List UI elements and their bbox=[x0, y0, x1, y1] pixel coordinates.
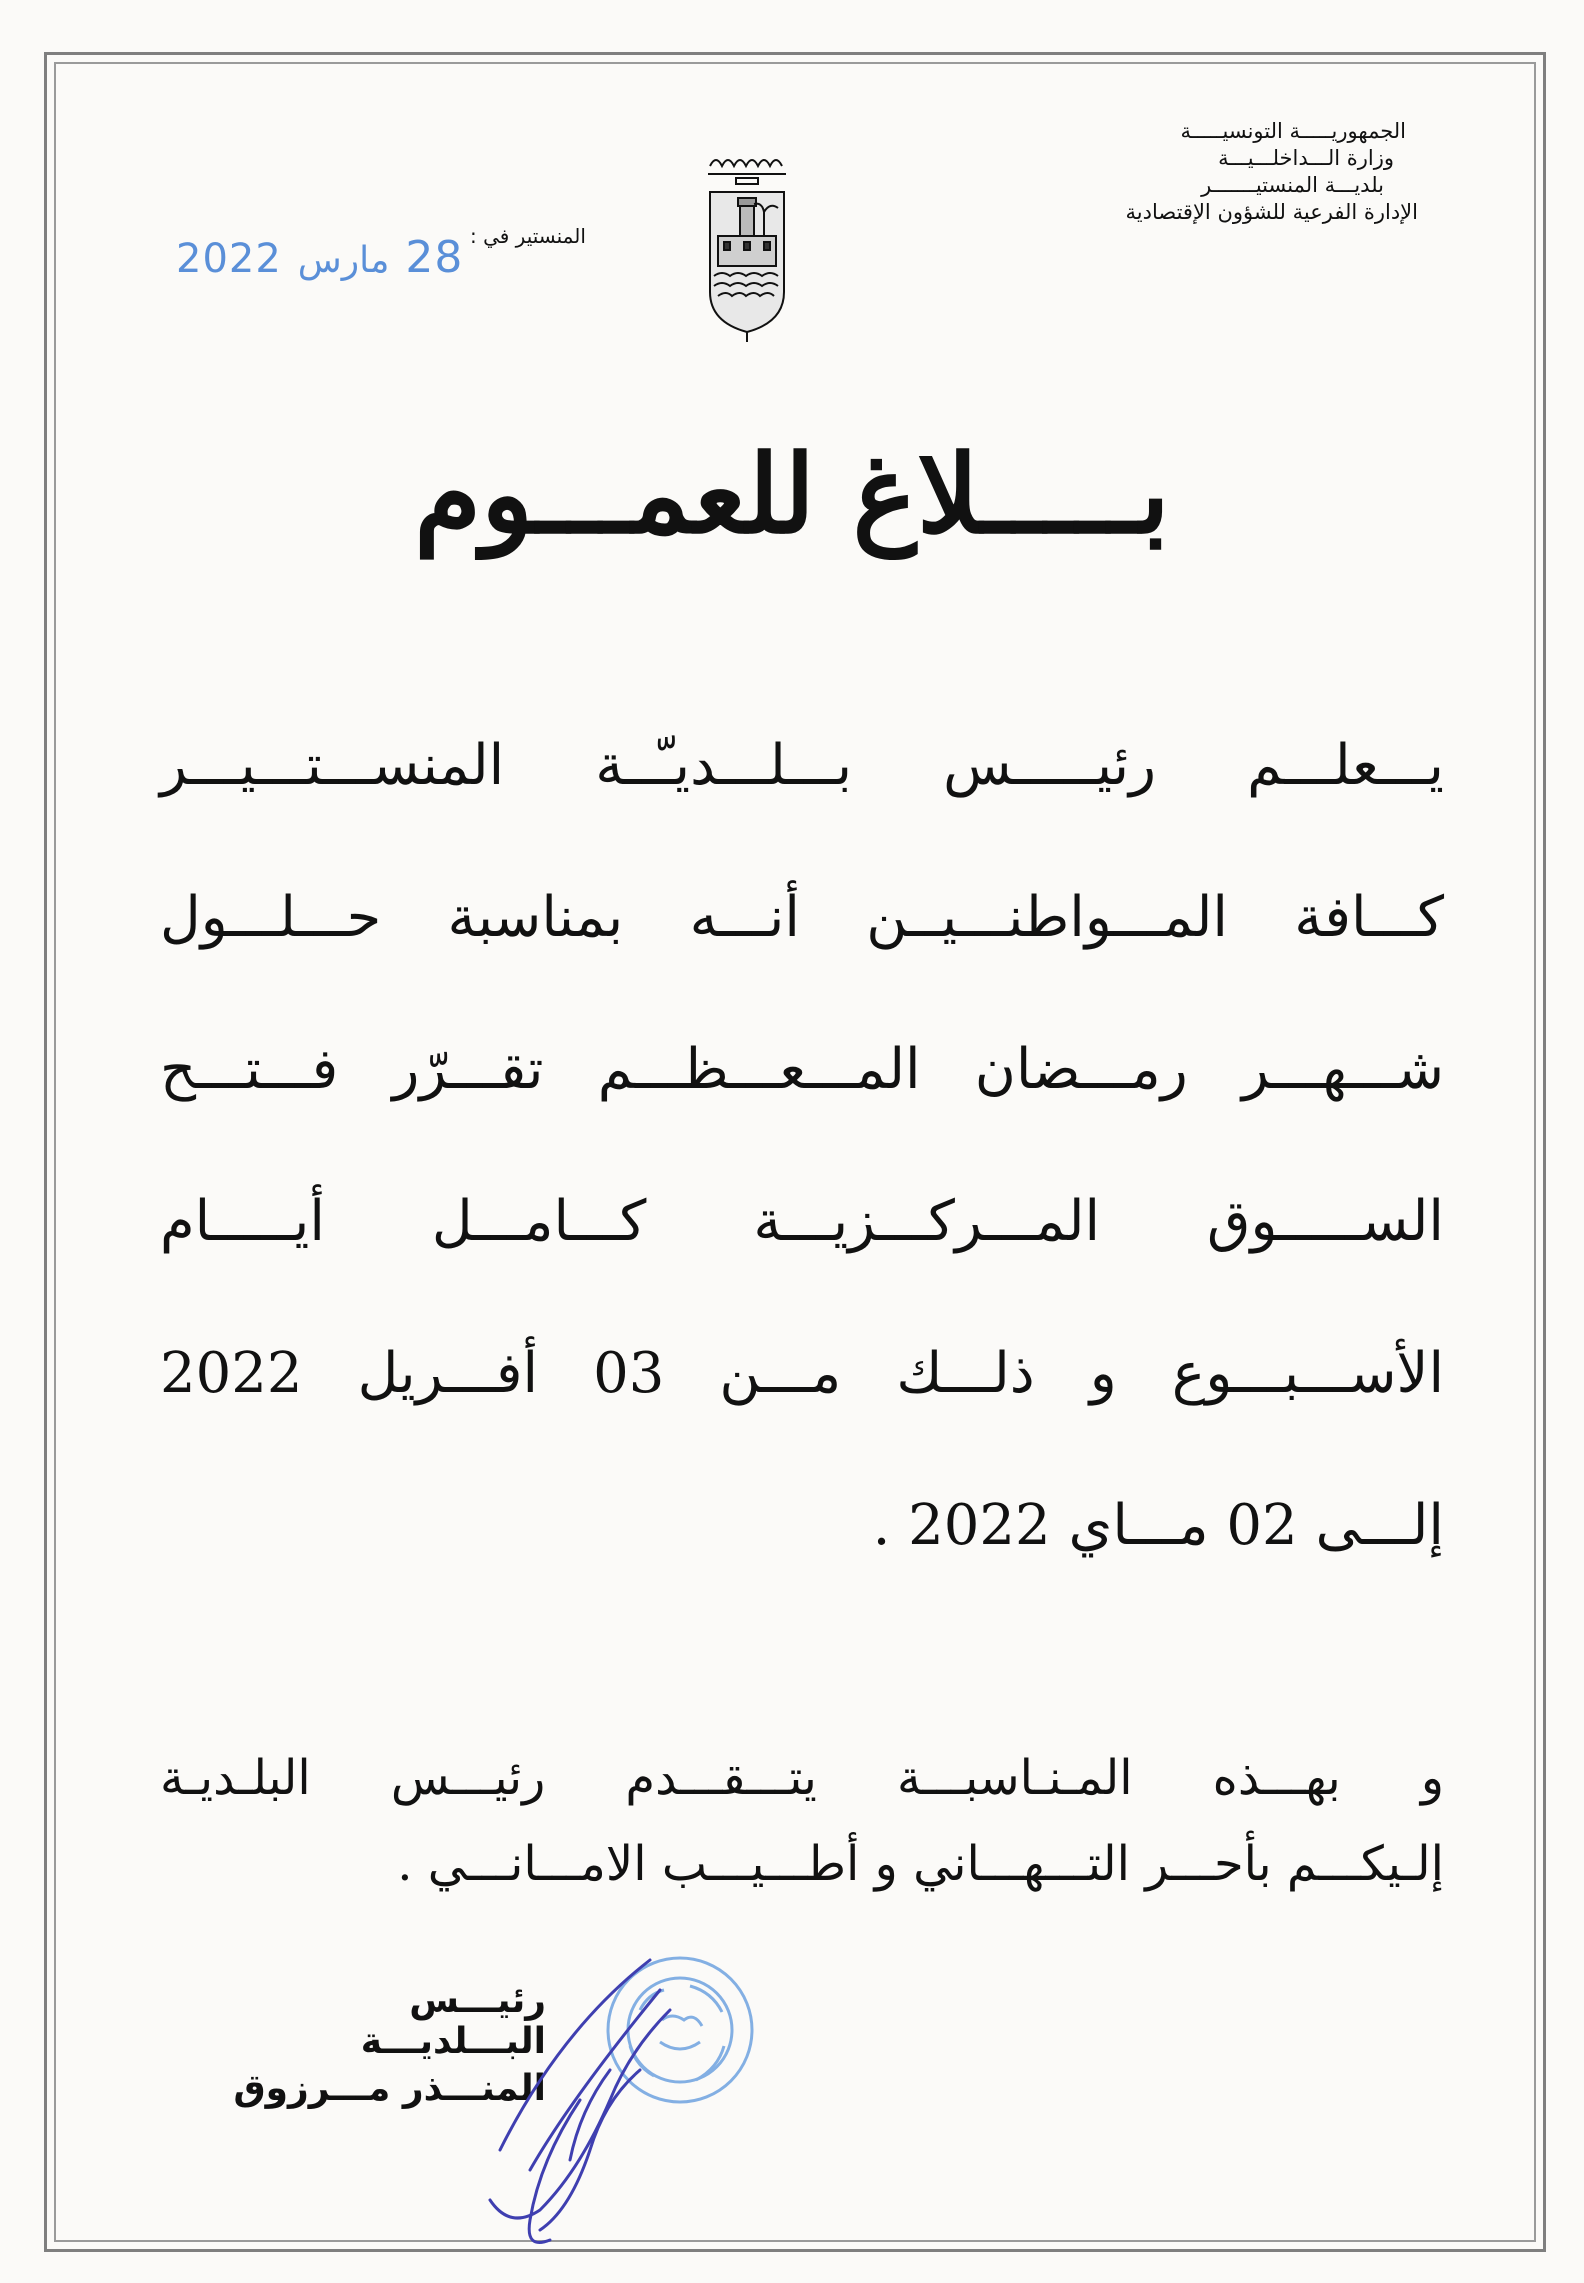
body-line: كـــافة المـــواطنـــيــن أنـــه بمناسبة حـــلـــول bbox=[160, 885, 1444, 950]
body-line: شـــهـــر رمـــضان المـــعـــظـــم تقـــرّر فـــتـــح bbox=[160, 1037, 1444, 1102]
body-line: الأســـبـــوع و ذلـــك مـــن 03 أفـــريل 2022 bbox=[160, 1341, 1445, 1406]
notice-closing bbox=[160, 1735, 1444, 1907]
date-stamp-day: 28 bbox=[405, 232, 464, 283]
body-line: يـــعلـــم رئيـــــس بـــلـــديـّــة المنســـتـــيـــر bbox=[160, 733, 1444, 798]
closing-line: إلـيكـــم بأحـــر التـــهـــاني و أطـــيـــب الامـــانـــي . bbox=[397, 1836, 1444, 1892]
notice-body bbox=[160, 690, 1444, 1602]
date-label: المنستير في : bbox=[470, 224, 586, 248]
notice-title: بـــــلاغ للعمـــوم bbox=[414, 432, 1170, 558]
body-line: إلـــى 02 مـــاي 2022 . bbox=[872, 1493, 1444, 1558]
closing-line: و بهـــذه المـنـاسبـــة يتـــقـــدم رئيـــس البلـديـة bbox=[160, 1750, 1444, 1806]
issuer-header bbox=[1125, 118, 1418, 226]
municipality-emblem-icon bbox=[702, 148, 792, 348]
header-municipality: بلديـــة المنستيـــــــر bbox=[1201, 173, 1384, 197]
date-stamp bbox=[176, 232, 463, 283]
signatory-name: المنـــذر مـــرزوق bbox=[233, 2068, 546, 2109]
handwritten-signature-icon bbox=[470, 1950, 750, 2250]
body-line: الســـــوق المـــركـــزيـــة كـــامـــل أيـــــام bbox=[160, 1189, 1444, 1254]
header-republic: الجمهوريـــــة التونسيـــــة bbox=[1180, 119, 1406, 143]
date-stamp-year: 2022 bbox=[176, 236, 282, 282]
header-department: الإدارة الفرعية للشؤون الإقتصادية bbox=[1125, 200, 1418, 224]
signatory-title: رئيـــس البـــلديـــة bbox=[360, 1980, 546, 2062]
header-ministry: وزارة الـــداخلـــيـــة bbox=[1218, 146, 1394, 170]
date-stamp-month: مارس bbox=[297, 240, 390, 281]
